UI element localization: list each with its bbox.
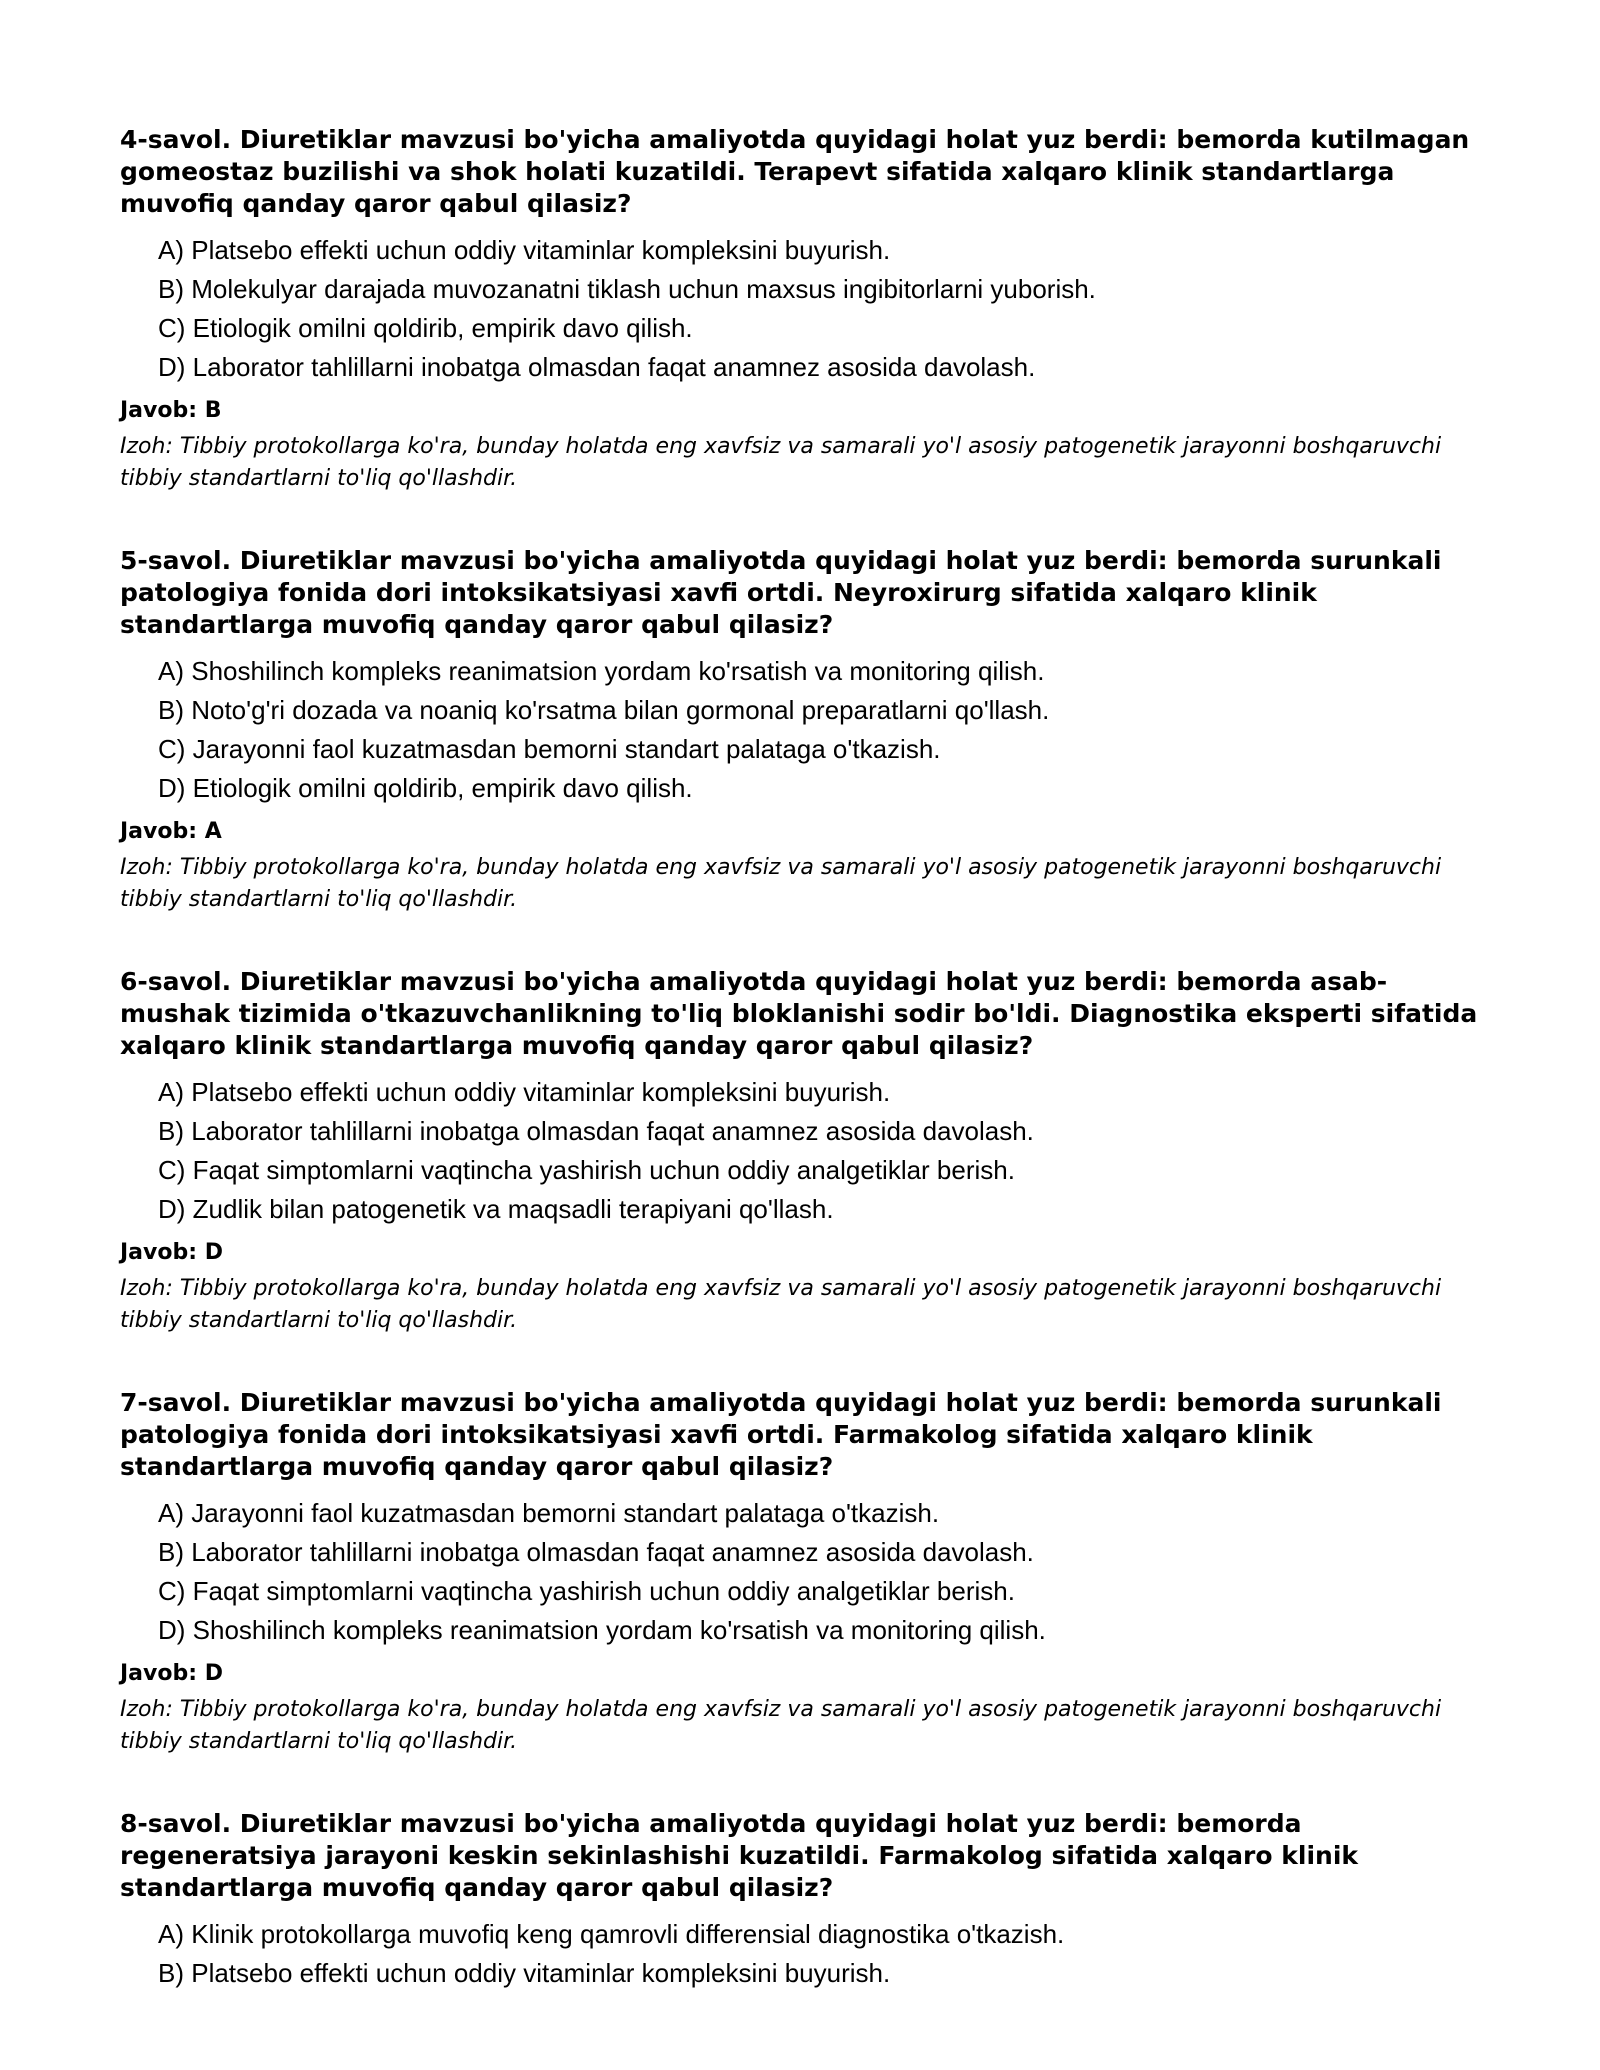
question-7 [120,1387,1490,1758]
explanation-note: Izoh: Tibbiy protokollarga ko'ra, bunday holatda eng xavfsiz va samarali yo'l asosiy patogenetik jarayonni boshqaruvchi tibbiy standartlarni to'liq qo'llashdir. [120,434,1442,491]
explanation-note: Izoh: Tibbiy protokollarga ko'ra, bunday holatda eng xavfsiz va samarali yo'l asosiy patogenetik jarayonni boshqaruvchi tibbiy standartlarni to'liq qo'llashdir. [120,855,1442,912]
option-d: D) Zudlik bilan patogenetik va maqsadli terapiyani qo'llash. [158,1194,834,1224]
question-text: 5-savol. Diuretiklar mavzusi bo'yicha amaliyotda quyidagi holat yuz berdi: bemorda surunkali patologiya fonida dori intoksikatsiyasi xavfi ortdi. Neyroxirurg sifatida xalqaro klinik standartlarga muvofiq qanday qaror qabul qilasiz? [120,546,1442,639]
option-a: A) Jarayonni faol kuzatmasdan bemorni standart palataga o'tkazish. [158,1498,940,1528]
option-list [158,1494,1490,1650]
option-b: B) Noto'g'ri dozada va noaniq ko'rsatma bilan gormonal preparatlarni qo'llash. [158,695,1050,725]
option-d: D) Shoshilinch kompleks reanimatsion yordam ko'rsatish va monitoring qilish. [158,1615,1046,1645]
option-b: B) Molekulyar darajada muvozanatni tiklash uchun maxsus ingibitorlarni yuborish. [158,274,1096,304]
question-6 [120,966,1490,1337]
explanation-note: Izoh: Tibbiy protokollarga ko'ra, bunday holatda eng xavfsiz va samarali yo'l asosiy patogenetik jarayonni boshqaruvchi tibbiy standartlarni to'liq qo'llashdir. [120,1276,1442,1333]
question-8 [120,1808,1490,1993]
question-text: 7-savol. Diuretiklar mavzusi bo'yicha amaliyotda quyidagi holat yuz berdi: bemorda surunkali patologiya fonida dori intoksikatsiyasi xavfi ortdi. Farmakolog sifatida xalqaro klinik standartlarga muvofiq qanday qaror qabul qilasiz? [120,1388,1442,1481]
option-b: B) Laborator tahlillarni inobatga olmasdan faqat anamnez asosida davolash. [158,1537,1034,1567]
question-4 [120,124,1490,495]
option-list [158,231,1490,387]
option-a: A) Shoshilinch kompleks reanimatsion yordam ko'rsatish va monitoring qilish. [158,656,1045,686]
option-d: D) Etiologik omilni qoldirib, empirik davo qilish. [158,773,693,803]
answer-label: Javob: D [120,1240,223,1265]
option-d: D) Laborator tahlillarni inobatga olmasdan faqat anamnez asosida davolash. [158,352,1036,382]
option-a: A) Platsebo effekti uchun oddiy vitaminlar kompleksini buyurish. [158,1077,891,1107]
answer-label: Javob: B [120,398,222,423]
question-text: 8-savol. Diuretiklar mavzusi bo'yicha amaliyotda quyidagi holat yuz berdi: bemorda regeneratsiya jarayoni keskin sekinlashishi kuzatildi. Farmakolog sifatida xalqaro klinik standartlarga muvofiq qanday qaror qabul qilasiz? [120,1809,1359,1902]
option-list [158,1915,1490,1993]
explanation-note: Izoh: Tibbiy protokollarga ko'ra, bunday holatda eng xavfsiz va samarali yo'l asosiy patogenetik jarayonni boshqaruvchi tibbiy standartlarni to'liq qo'llashdir. [120,1697,1442,1754]
option-b: B) Laborator tahlillarni inobatga olmasdan faqat anamnez asosida davolash. [158,1116,1034,1146]
option-a: A) Klinik protokollarga muvofiq keng qamrovli differensial diagnostika o'tkazish. [158,1919,1065,1949]
option-list [158,652,1490,808]
answer-label: Javob: D [120,1661,223,1686]
option-c: C) Faqat simptomlarni vaqtincha yashirish uchun oddiy analgetiklar berish. [158,1155,1015,1185]
option-c: C) Faqat simptomlarni vaqtincha yashirish uchun oddiy analgetiklar berish. [158,1576,1015,1606]
option-a: A) Platsebo effekti uchun oddiy vitaminlar kompleksini buyurish. [158,235,891,265]
option-list [158,1073,1490,1229]
question-text: 6-savol. Diuretiklar mavzusi bo'yicha amaliyotda quyidagi holat yuz berdi: bemorda asab-mushak tizimida o'tkazuvchanlikning to'liq bloklanishi sodir bo'ldi. Diagnostika eksperti sifatida xalqaro klinik standartlarga muvofiq qanday qaror qabul qilasiz? [120,967,1478,1060]
option-b: B) Platsebo effekti uchun oddiy vitaminlar kompleksini buyurish. [158,1958,891,1988]
question-text: 4-savol. Diuretiklar mavzusi bo'yicha amaliyotda quyidagi holat yuz berdi: bemorda kutilmagan gomeostaz buzilishi va shok holati kuzatildi. Terapevt sifatida xalqaro klinik standartlarga muvofiq qanday qaror qabul qilasiz? [120,125,1470,218]
question-5 [120,545,1490,916]
option-c: C) Jarayonni faol kuzatmasdan bemorni standart palataga o'tkazish. [158,734,941,764]
option-c: C) Etiologik omilni qoldirib, empirik davo qilish. [158,313,693,343]
answer-label: Javob: A [120,819,222,844]
